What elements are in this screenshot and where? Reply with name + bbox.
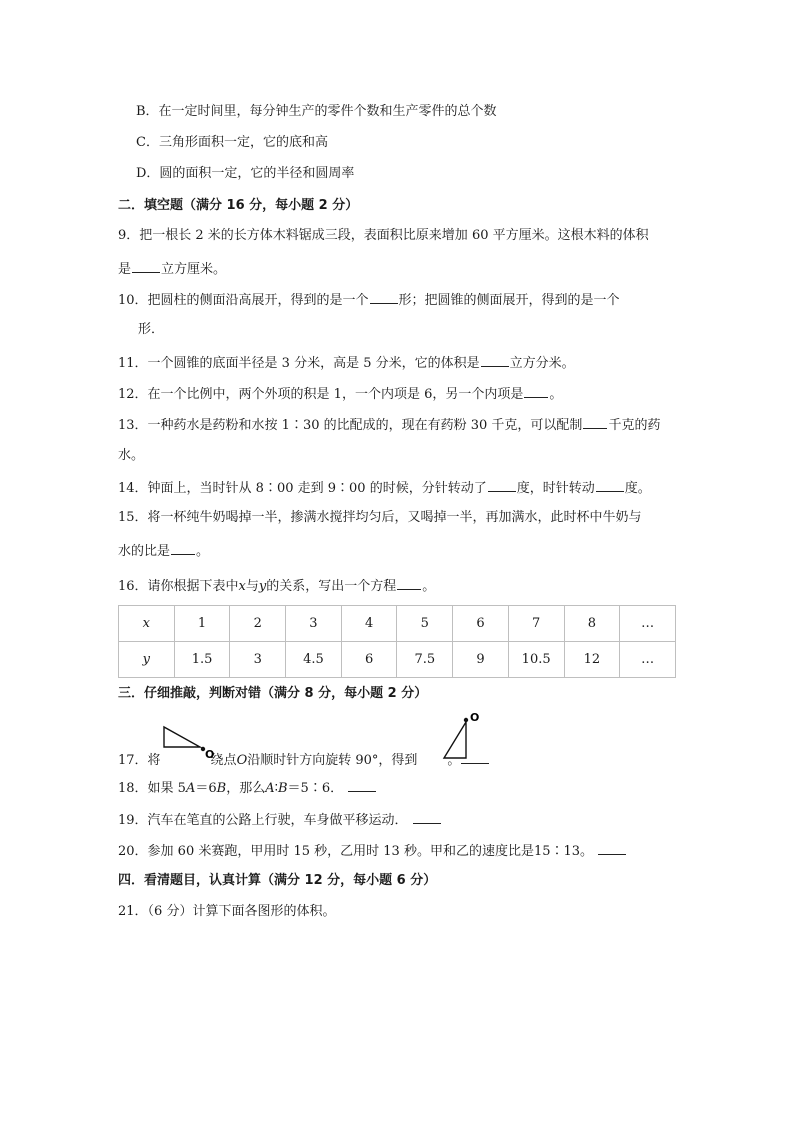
question-21: 21．（6 分）计算下面各图形的体积。: [118, 904, 336, 919]
section-3-heading: 三．仔细推敲，判断对错（满分 8 分，每小题 2 分）: [118, 686, 428, 701]
triangle-rotated-figure: [440, 710, 485, 762]
question-19: 19．汽车在笔直的公路上行驶，车身做平移运动．: [118, 809, 442, 831]
answer-blank-9[interactable]: [132, 258, 160, 273]
answer-blank-10a[interactable]: [370, 289, 398, 304]
table-cell: 9: [453, 642, 509, 678]
table-cell: 10.5: [508, 642, 564, 678]
triangle-rotated-shape: [444, 722, 466, 758]
answer-blank-18[interactable]: [348, 777, 376, 792]
option-b: B．在一定时间里，每分钟生产的零件个数和生产零件的总个数: [136, 104, 497, 119]
question-16: 16．请你根据下表中x与y的关系，写出一个方程 。: [118, 575, 435, 597]
answer-blank-14a[interactable]: [488, 477, 516, 492]
question-10-line-2: 形．: [138, 322, 165, 337]
question-15-line-2: 水的比是 。: [118, 540, 209, 562]
answer-blank-19[interactable]: [413, 809, 441, 824]
question-13-line-2: 水。: [118, 448, 145, 463]
table-cell: 3: [286, 606, 342, 642]
answer-blank-16[interactable]: [397, 575, 421, 590]
table-cell: 7.5: [397, 642, 453, 678]
question-9-line-2: 是 立方厘米。: [118, 258, 226, 280]
table-cell: 8: [564, 606, 620, 642]
table-cell: 2: [230, 606, 286, 642]
table-cell: 7: [508, 606, 564, 642]
point-o-label-rotated: O: [470, 711, 480, 724]
answer-blank-14b[interactable]: [596, 477, 624, 492]
section-2-heading: 二．填空题（满分 16 分，每小题 2 分）: [118, 198, 359, 213]
table-row-y: [119, 642, 676, 678]
xy-table: [118, 605, 676, 678]
point-o-label: O: [205, 748, 215, 760]
point-o-dot-rotated: [464, 718, 468, 722]
table-cell: 1.5: [174, 642, 230, 678]
section-4-heading: 四．看清题目，认真计算（满分 12 分，每小题 6 分）: [118, 873, 437, 888]
table-cell: 4: [341, 606, 397, 642]
table-header-y: y: [119, 642, 175, 678]
question-10-line-1: 10．把圆柱的侧面沿高展开，得到的是一个 形；把圆锥的侧面展开，得到的是一个: [118, 289, 620, 311]
option-d: D．圆的面积一定，它的半径和圆周率: [136, 166, 355, 181]
question-20: 20．参加 60 米赛跑，甲用时 15 秒，乙用时 13 秒。甲和乙的速度比是15∶13。: [118, 840, 627, 862]
answer-blank-13[interactable]: [583, 414, 607, 429]
question-17: 17．将 绕点O沿顺时针方向旋转 90°，得到 。: [118, 749, 490, 771]
table-header-x: x: [119, 606, 175, 642]
answer-blank-11[interactable]: [481, 352, 509, 367]
table-cell: 5: [397, 606, 453, 642]
triangle-original-shape: [164, 727, 200, 747]
table-cell: 12: [564, 642, 620, 678]
table-cell: 6: [453, 606, 509, 642]
table-cell: …: [620, 606, 676, 642]
question-9-line-1: 9．把一根长 2 米的长方体木料锯成三段，表面积比原来增加 60 平方厘米。这根木料的体积: [118, 228, 649, 243]
table-cell: 6: [341, 642, 397, 678]
question-14: 14．钟面上，当时针从 8∶00 走到 9∶00 的时候，分针转动了 度，时针转动 度。: [118, 477, 651, 499]
table-cell: 4.5: [286, 642, 342, 678]
option-c: C．三角形面积一定，它的底和高: [136, 135, 328, 150]
question-12: 12．在一个比例中，两个外项的积是 1，一个内项是 6，另一个内项是 。: [118, 383, 562, 405]
question-13-line-1: 13．一种药水是药粉和水按 1∶30 的比配成的，现在有药粉 30 千克，可以配制 千克的药: [118, 414, 660, 436]
question-18: 18．如果 5A＝6B，那么A∶B＝5∶6．: [118, 777, 377, 799]
table-row-x: [119, 606, 676, 642]
question-15-line-1: 15．将一杯纯牛奶喝掉一半，掺满水搅拌均匀后，又喝掉一半，再加满水，此时杯中牛奶与: [118, 510, 642, 525]
answer-blank-20[interactable]: [598, 840, 626, 855]
table-cell: 1: [174, 606, 230, 642]
question-11: 11．一个圆锥的底面半径是 3 分米，高是 5 分米，它的体积是 立方分米。: [118, 352, 575, 374]
triangle-original-figure: [160, 725, 220, 760]
table-cell: 3: [230, 642, 286, 678]
answer-blank-15[interactable]: [171, 540, 195, 555]
table-cell: …: [620, 642, 676, 678]
answer-blank-12[interactable]: [524, 383, 548, 398]
